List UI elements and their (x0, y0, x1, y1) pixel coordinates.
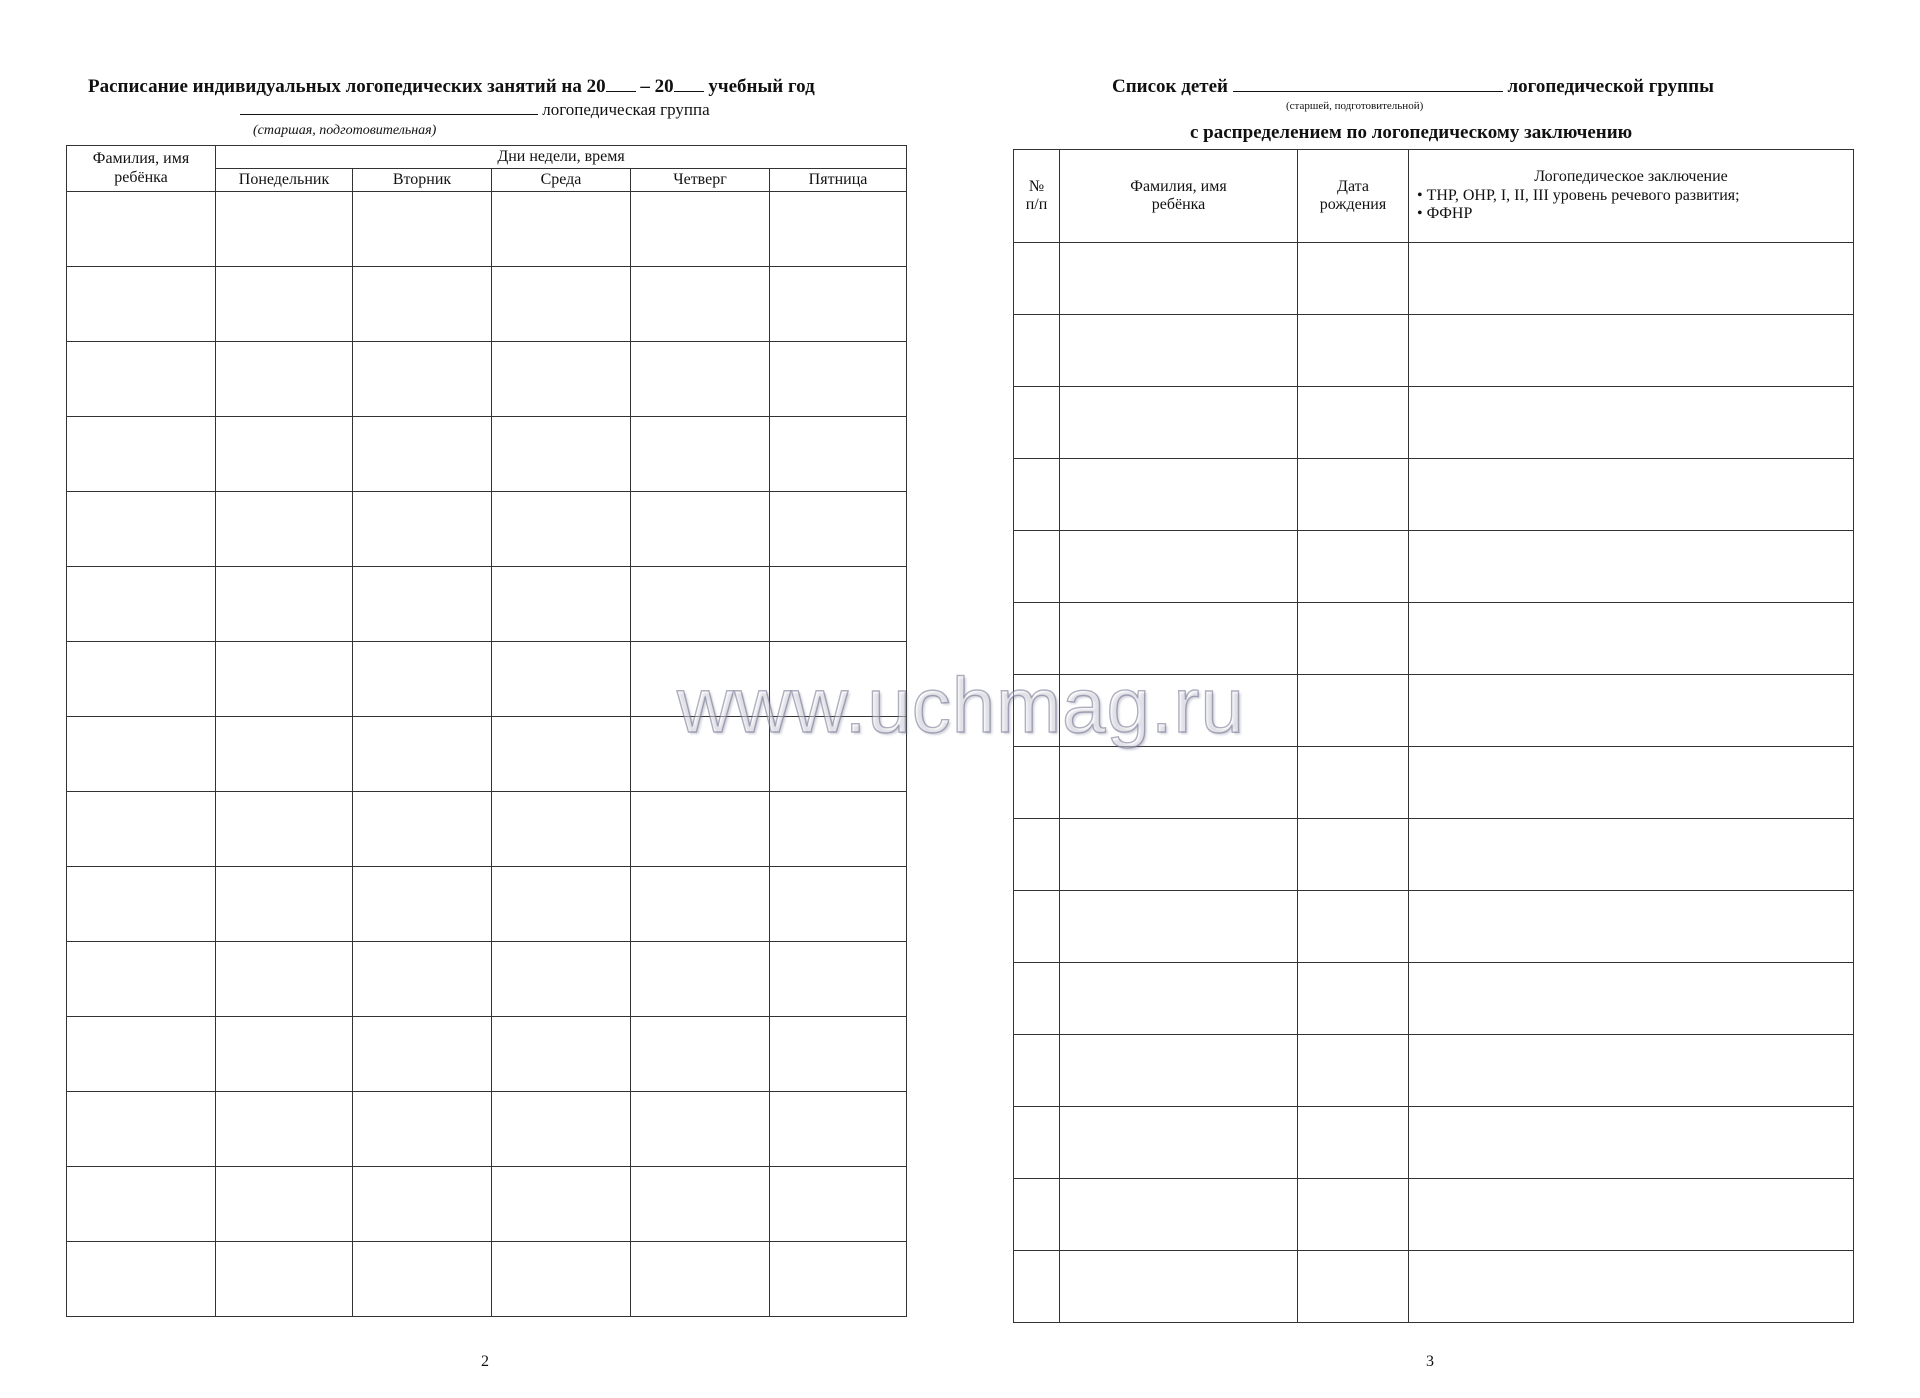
list-cell[interactable] (1014, 1251, 1060, 1323)
list-subtitle: с распределением по логопедическому заключению (1190, 122, 1633, 143)
list-cell[interactable] (1409, 243, 1854, 315)
watermark: www.uchmag.ru (677, 661, 1245, 749)
list-cell[interactable] (1014, 963, 1060, 1035)
table-row (1014, 819, 1854, 891)
name-column-header: Фамилия, имя ребёнка (67, 146, 216, 192)
table-row (1014, 891, 1854, 963)
list-cell[interactable] (1060, 387, 1298, 459)
table-row (1014, 1251, 1854, 1323)
schedule-cell[interactable] (353, 867, 492, 942)
schedule-cell[interactable] (67, 642, 216, 717)
schedule-cell[interactable] (216, 642, 353, 717)
table-row (1014, 315, 1854, 387)
schedule-cell[interactable] (770, 192, 907, 267)
list-cell[interactable] (1060, 963, 1298, 1035)
list-cell[interactable] (1298, 1179, 1409, 1251)
schedule-cell[interactable] (631, 1017, 770, 1092)
list-cell[interactable] (1298, 819, 1409, 891)
list-title (1112, 76, 1714, 98)
schedule-cell[interactable] (492, 417, 631, 492)
conclusion-item-1: • ТНР, ОНР, I, II, III уровень речевого развития; (1417, 186, 1740, 204)
table-row (67, 267, 907, 342)
schedule-cell[interactable] (770, 792, 907, 867)
schedule-cell[interactable] (216, 942, 353, 1017)
schedule-cell[interactable] (216, 1017, 353, 1092)
list-cell[interactable] (1409, 675, 1854, 747)
schedule-cell[interactable] (770, 567, 907, 642)
schedule-cell[interactable] (353, 492, 492, 567)
birthdate-column-header: Дата рождения (1298, 150, 1409, 243)
schedule-cell[interactable] (770, 867, 907, 942)
group-line (240, 100, 710, 120)
schedule-cell[interactable] (67, 867, 216, 942)
list-cell[interactable] (1014, 387, 1060, 459)
list-cell[interactable] (1298, 963, 1409, 1035)
schedule-cell[interactable] (353, 342, 492, 417)
schedule-cell[interactable] (770, 1017, 907, 1092)
list-cell[interactable] (1060, 891, 1298, 963)
schedule-cell[interactable] (216, 417, 353, 492)
schedule-cell[interactable] (67, 1167, 216, 1242)
table-row (1014, 1107, 1854, 1179)
table-row (67, 867, 907, 942)
year-end-blank (674, 77, 704, 92)
schedule-cell[interactable] (631, 792, 770, 867)
schedule-cell[interactable] (216, 567, 353, 642)
schedule-cell[interactable] (631, 942, 770, 1017)
schedule-cell[interactable] (353, 267, 492, 342)
list-cell[interactable] (1060, 531, 1298, 603)
list-cell[interactable] (1014, 243, 1060, 315)
schedule-cell[interactable] (353, 1167, 492, 1242)
table-row (1014, 963, 1854, 1035)
schedule-cell[interactable] (353, 642, 492, 717)
schedule-cell[interactable] (770, 1092, 907, 1167)
table-row (1014, 387, 1854, 459)
list-cell[interactable] (1060, 243, 1298, 315)
table-row (67, 417, 907, 492)
schedule-cell[interactable] (67, 792, 216, 867)
table-row (67, 792, 907, 867)
schedule-cell[interactable] (492, 1167, 631, 1242)
table-row (67, 1242, 907, 1317)
schedule-cell[interactable] (492, 867, 631, 942)
schedule-cell[interactable] (631, 567, 770, 642)
schedule-cell[interactable] (67, 192, 216, 267)
day-header-thursday: Четверг (631, 169, 770, 192)
schedule-cell[interactable] (67, 342, 216, 417)
list-cell[interactable] (1298, 747, 1409, 819)
schedule-cell[interactable] (67, 417, 216, 492)
list-cell[interactable] (1060, 1107, 1298, 1179)
schedule-cell[interactable] (631, 1242, 770, 1317)
schedule-cell[interactable] (492, 567, 631, 642)
schedule-cell[interactable] (492, 717, 631, 792)
table-row (67, 492, 907, 567)
table-row (67, 567, 907, 642)
list-cell[interactable] (1409, 603, 1854, 675)
schedule-cell[interactable] (67, 717, 216, 792)
day-header-monday: Понедельник (216, 169, 353, 192)
list-cell[interactable] (1298, 891, 1409, 963)
schedule-cell[interactable] (67, 1092, 216, 1167)
schedule-cell[interactable] (353, 942, 492, 1017)
schedule-cell[interactable] (353, 417, 492, 492)
schedule-cell[interactable] (216, 1092, 353, 1167)
schedule-cell[interactable] (353, 1017, 492, 1092)
list-cell[interactable] (1060, 1035, 1298, 1107)
schedule-cell[interactable] (770, 342, 907, 417)
table-row (67, 1017, 907, 1092)
schedule-cell[interactable] (492, 792, 631, 867)
group-hint: (старшая, подготовительная) (253, 123, 437, 138)
list-cell[interactable] (1298, 1107, 1409, 1179)
schedule-cell[interactable] (216, 867, 353, 942)
day-header-wednesday: Среда (492, 169, 631, 192)
schedule-cell[interactable] (631, 417, 770, 492)
group-type-hint: (старшей, подготовительной) (1286, 100, 1424, 112)
schedule-cell[interactable] (492, 492, 631, 567)
list-cell[interactable] (1409, 891, 1854, 963)
schedule-cell[interactable] (216, 267, 353, 342)
schedule-cell[interactable] (67, 567, 216, 642)
table-row (1014, 459, 1854, 531)
list-body (1014, 243, 1854, 1323)
schedule-title-dash: – 20 (635, 76, 674, 97)
schedule-cell[interactable] (770, 1167, 907, 1242)
table-row (1014, 747, 1854, 819)
schedule-cell[interactable] (67, 267, 216, 342)
list-cell[interactable] (1014, 459, 1060, 531)
table-row (67, 342, 907, 417)
list-cell[interactable] (1409, 459, 1854, 531)
list-cell[interactable] (1409, 963, 1854, 1035)
list-cell[interactable] (1060, 747, 1298, 819)
list-cell[interactable] (1060, 1179, 1298, 1251)
schedule-cell[interactable] (631, 1167, 770, 1242)
schedule-cell[interactable] (492, 192, 631, 267)
list-cell[interactable] (1298, 387, 1409, 459)
table-row (67, 942, 907, 1017)
schedule-cell[interactable] (770, 492, 907, 567)
schedule-cell[interactable] (492, 1242, 631, 1317)
table-row (1014, 243, 1854, 315)
schedule-cell[interactable] (353, 567, 492, 642)
day-header-tuesday: Вторник (353, 169, 492, 192)
schedule-cell[interactable] (492, 942, 631, 1017)
list-cell[interactable] (1409, 747, 1854, 819)
schedule-cell[interactable] (631, 1092, 770, 1167)
list-cell[interactable] (1409, 1107, 1854, 1179)
schedule-cell[interactable] (216, 492, 353, 567)
schedule-cell[interactable] (216, 342, 353, 417)
schedule-cell[interactable] (492, 642, 631, 717)
schedule-cell[interactable] (216, 1242, 353, 1317)
schedule-cell[interactable] (631, 267, 770, 342)
list-cell[interactable] (1060, 459, 1298, 531)
day-header-friday: Пятница (770, 169, 907, 192)
list-cell[interactable] (1014, 891, 1060, 963)
list-cell[interactable] (1298, 459, 1409, 531)
list-cell[interactable] (1060, 1251, 1298, 1323)
schedule-cell[interactable] (353, 1092, 492, 1167)
list-cell[interactable] (1298, 243, 1409, 315)
schedule-cell[interactable] (492, 1092, 631, 1167)
name-column-header: Фамилия, имя ребёнка (1060, 150, 1298, 243)
days-header: Дни недели, время (216, 146, 907, 169)
table-row (1014, 1035, 1854, 1107)
table-row (67, 192, 907, 267)
schedule-cell[interactable] (67, 1242, 216, 1317)
schedule-title-year: учебный год (703, 76, 815, 97)
list-cell[interactable] (1014, 819, 1060, 891)
schedule-cell[interactable] (353, 192, 492, 267)
list-title-text: Список детей (1112, 76, 1229, 97)
list-title-group: логопедической группы (1502, 76, 1714, 97)
schedule-cell[interactable] (216, 717, 353, 792)
schedule-cell[interactable] (631, 342, 770, 417)
schedule-body (67, 192, 907, 1317)
group-label: логопедическая группа (542, 100, 710, 119)
schedule-cell[interactable] (631, 192, 770, 267)
list-cell[interactable] (1409, 531, 1854, 603)
schedule-cell[interactable] (631, 867, 770, 942)
list-cell[interactable] (1409, 819, 1854, 891)
group-type-blank (1233, 77, 1503, 92)
list-cell[interactable] (1298, 603, 1409, 675)
schedule-cell[interactable] (492, 342, 631, 417)
schedule-cell[interactable] (770, 267, 907, 342)
conclusion-column-header (1409, 150, 1854, 243)
schedule-cell[interactable] (216, 192, 353, 267)
list-cell[interactable] (1060, 819, 1298, 891)
list-cell[interactable] (1014, 531, 1060, 603)
table-row (1014, 1179, 1854, 1251)
list-cell[interactable] (1014, 315, 1060, 387)
year-start-blank (606, 77, 636, 92)
schedule-title (88, 76, 815, 98)
list-cell[interactable] (1409, 387, 1854, 459)
schedule-cell[interactable] (67, 1017, 216, 1092)
table-row (1014, 531, 1854, 603)
list-cell[interactable] (1409, 315, 1854, 387)
schedule-cell[interactable] (67, 492, 216, 567)
schedule-cell[interactable] (631, 492, 770, 567)
list-cell[interactable] (1298, 531, 1409, 603)
schedule-cell[interactable] (216, 1167, 353, 1242)
list-cell[interactable] (1014, 747, 1060, 819)
schedule-cell[interactable] (353, 792, 492, 867)
schedule-cell[interactable] (770, 942, 907, 1017)
list-cell[interactable] (1409, 1251, 1854, 1323)
list-cell[interactable] (1014, 1035, 1060, 1107)
list-cell[interactable] (1060, 315, 1298, 387)
schedule-cell[interactable] (67, 942, 216, 1017)
list-cell[interactable] (1014, 1107, 1060, 1179)
group-blank (240, 100, 538, 115)
conclusion-item-2: • ФФНР (1417, 205, 1473, 223)
list-cell[interactable] (1014, 1179, 1060, 1251)
list-cell[interactable] (1298, 1035, 1409, 1107)
table-row (67, 1167, 907, 1242)
conclusion-title: Логопедическое заключение (1534, 168, 1728, 186)
schedule-cell[interactable] (353, 717, 492, 792)
table-row (67, 1092, 907, 1167)
number-column-header: № п/п (1014, 150, 1060, 243)
page-number-left: 2 (481, 1353, 489, 1370)
schedule-cell[interactable] (770, 417, 907, 492)
schedule-cell[interactable] (770, 1242, 907, 1317)
schedule-cell[interactable] (492, 1017, 631, 1092)
schedule-cell[interactable] (353, 1242, 492, 1317)
list-cell[interactable] (1409, 1179, 1854, 1251)
list-cell[interactable] (1298, 315, 1409, 387)
list-cell[interactable] (1298, 675, 1409, 747)
list-cell[interactable] (1298, 1251, 1409, 1323)
schedule-cell[interactable] (216, 792, 353, 867)
schedule-cell[interactable] (492, 267, 631, 342)
page-number-right: 3 (1426, 1353, 1434, 1370)
schedule-title-text: Расписание индивидуальных логопедических занятий на 20 (88, 76, 606, 97)
list-cell[interactable] (1409, 1035, 1854, 1107)
